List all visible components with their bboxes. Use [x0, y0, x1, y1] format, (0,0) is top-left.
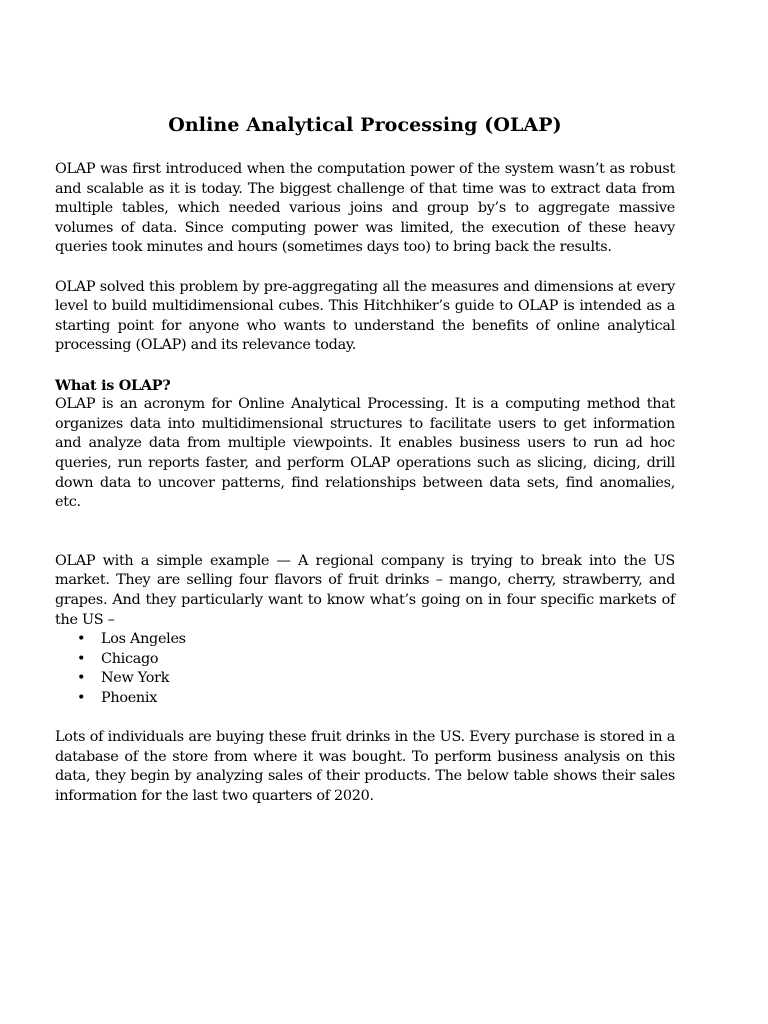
- bullet-icon: •: [77, 650, 86, 667]
- list-item-label: Chicago: [101, 650, 159, 667]
- section-heading: What is OLAP?: [55, 376, 171, 394]
- intro-paragraph: OLAP was first introduced when the computation power of the system wasn’t as robust and scalable as it is today. The biggest challenge of that time was to extract data from multiple tables, which needed various joins and group by’s to aggregate massive volumes of data. Since computing power was limited, the execution of these heavy queries took minutes and hours (sometimes days too) to bring back the results.: [55, 161, 675, 256]
- paragraph-spacer: [55, 258, 675, 278]
- paragraph-spacer: [55, 709, 675, 729]
- document-page: [55, 112, 675, 807]
- list-item: [77, 650, 675, 670]
- list-item: [77, 689, 675, 709]
- list-item-label: New York: [101, 670, 170, 687]
- sales-paragraph: Lots of individuals are buying these fruit drinks in the US. Every purchase is stored in a database of the store from where it was bought. To perform business analysis on this data, they begin by analyzing sales of their products. The below table shows their sales information for the last two quarters of 2020.: [55, 729, 675, 804]
- bullet-icon: •: [77, 690, 86, 707]
- paragraph-spacer: [55, 513, 675, 552]
- paragraph-spacer: [55, 356, 675, 376]
- list-item-label: Los Angeles: [101, 631, 186, 648]
- bullet-icon: •: [77, 631, 86, 648]
- list-item-label: Phoenix: [101, 690, 158, 707]
- list-item: [77, 669, 675, 689]
- definition-paragraph: OLAP is an acronym for Online Analytical Processing. It is a computing method that organizes data into multidimensional structures to facilitate users to get information and analyze data from multiple viewpoints. It enables business users to run ad hoc queries, run reports faster, and perform OLAP operations such as slicing, dicing, drill down data to uncover patterns, find relationships between data sets, find anomalies, etc.: [55, 396, 675, 511]
- bullet-icon: •: [77, 670, 86, 687]
- example-paragraph: OLAP with a simple example — A regional company is trying to break into the US market. They are selling four flavors of fruit drinks – mango, cherry, strawberry, and grapes. And they particularly want to know what’s going on in four specific markets of the US –: [55, 552, 675, 628]
- document-title: Online Analytical Processing (OLAP): [168, 114, 562, 136]
- cubes-paragraph: OLAP solved this problem by pre-aggregating all the measures and dimensions at every level to build multidimensional cubes. This Hitchhiker’s guide to OLAP is intended as a starting point for anyone who wants to understand the benefits of online analytical processing (OLAP) and its relevance today.: [55, 278, 675, 354]
- list-item: [77, 630, 675, 650]
- markets-list: [55, 630, 675, 708]
